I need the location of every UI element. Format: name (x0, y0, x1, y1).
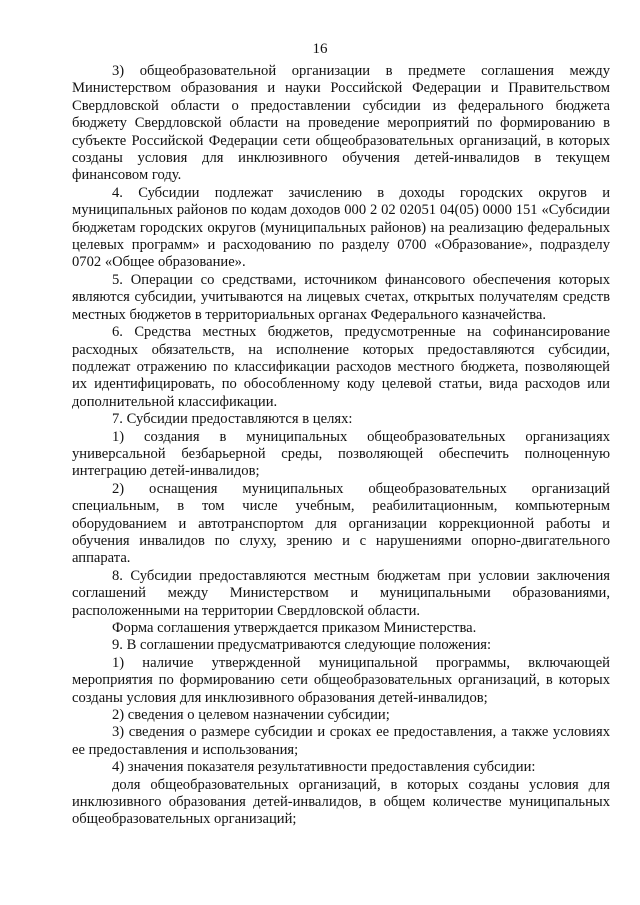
paragraph-9-item-1: 1) наличие утвержденной муниципальной программы, включающей мероприятия по формированию сети общеобразовательных организаций, в которых созданы условия для инклюзивного образования детей-инвалидов; (72, 654, 610, 706)
paragraph-7-item-2: 2) оснащения муниципальных общеобразовательных организаций специальным, в том числе учебным, реабилитационным, компьютерным оборудованием и автотранспортом для организации коррекционной работы и обучения инвалидов по слуху, зрению и с нарушениями опорно-двигательного аппарата. (72, 480, 610, 567)
paragraph-4: 4. Субсидии подлежат зачислению в доходы городских округов и муниципальных районов по кодам доходов 000 2 02 02051 04(05) 0000 151 «Субсидии бюджетам городских округов (муниципальных районов) на реализацию федеральных целевых программ» и расходованию по разделу 0700 «Образование», подразделу 0702 «Общее образование». (72, 184, 610, 271)
page-number: 16 (312, 41, 328, 57)
paragraph-9: 9. В соглашении предусматриваются следующие положения: (112, 637, 492, 654)
paragraph-5: 5. Операции со средствами, источником финансового обеспечения которых являются субсидии, учитываются на лицевых счетах, открытых получателям средств местных бюджетов в территориальных органах Федерального казначейства. (72, 271, 610, 323)
document-body (72, 63, 610, 829)
paragraph-7: 7. Субсидии предоставляются в целях: (112, 411, 353, 428)
paragraph-item-3: 3) общеобразовательной организации в предмете соглашения между Министерством образования и науки Российской Федерации и Правительством Свердловской области о предоставлении субсидии из федерального бюджета бюджету Свердловской области на проведение мероприятий по формированию в субъекте Российской Федерации сети общеобразовательных организаций, в которых созданы условия для инклюзивного обучения детей-инвалидов в текущем финансовом году. (72, 63, 610, 184)
paragraph-6: 6. Средства местных бюджетов, предусмотренные на софинансирование расходных обязательств, на исполнение которых предоставляются субсидии, подлежат отражению по классификации расходов местного бюджета, позволяющей их идентифицировать, по обособленному коду целевой статьи, вида расходов или дополнительной классификации. (72, 324, 610, 410)
paragraph-9-item-4-indicator: доля общеобразовательных организаций, в которых созданы условия для инклюзивного образования детей-инвалидов, в общем количестве муниципальных общеобразовательных организаций; (72, 776, 610, 828)
paragraph-9-item-4: 4) значения показателя результативности предоставления субсидии: (112, 759, 536, 776)
paragraph-9-item-3: 3) сведения о размере субсидии и сроках ее предоставления, а также условиях ее предоставления и использования; (72, 724, 610, 758)
paragraph-8: 8. Субсидии предоставляются местным бюджетам при условии заключения соглашений между Министерством и муниципальными образованиями, расположенными на территории Свердловской области. (72, 567, 610, 619)
paragraph-9-item-2: 2) сведения о целевом назначении субсидии; (112, 707, 390, 724)
paragraph-8-form-note: Форма соглашения утверждается приказом Министерства. (112, 620, 477, 636)
paragraph-7-item-1: 1) создания в муниципальных общеобразовательных организациях универсальной безбарьерной среды, позволяющей обеспечить полноценную интеграцию детей-инвалидов; (72, 428, 610, 480)
